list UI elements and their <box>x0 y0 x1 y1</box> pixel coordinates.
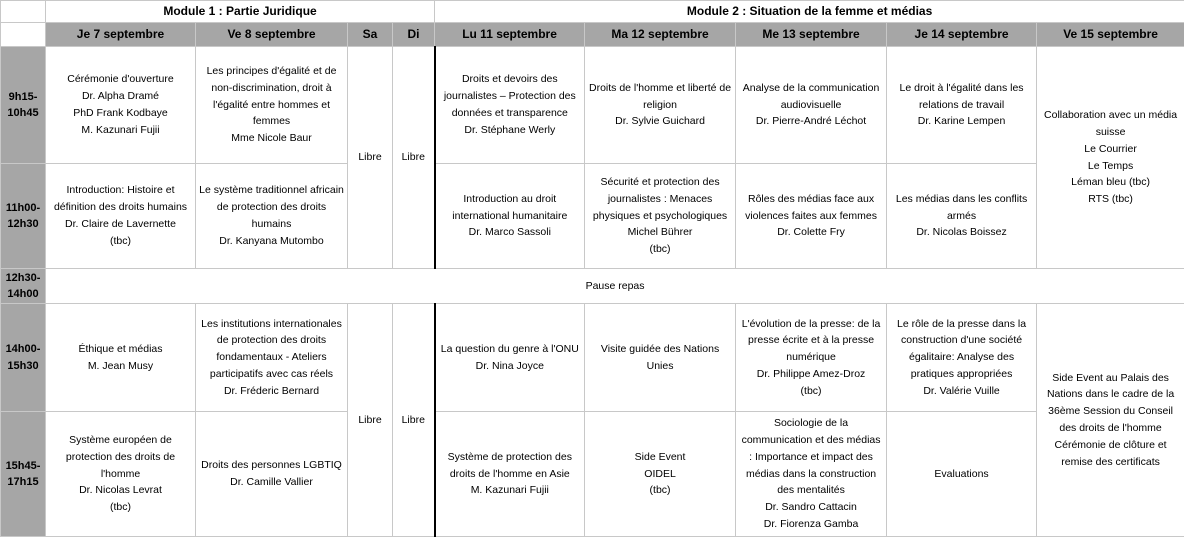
day-header-ma12: Ma 12 septembre <box>585 23 736 47</box>
session-cell: L'évolution de la presse: de la presse écrite et à la presse numérique Dr. Philippe Amez-Droz (tbc) <box>736 304 887 412</box>
day-header-di: Di <box>393 23 435 47</box>
weekend-cell: Libre <box>348 47 393 269</box>
time-slot-1: 9h15- 10h45 <box>1 47 46 164</box>
session-cell: Side Event OIDEL (tbc) <box>585 412 736 537</box>
session-cell: Sociologie de la communication et des médias : Importance et impact des médias dans la construction des mentalités Dr. Sandro Cattacin Dr. Fiorenza Gamba <box>736 412 887 537</box>
session-cell: Analyse de la communication audiovisuelle Dr. Pierre-André Léchot <box>736 47 887 164</box>
lunch-break-cell: Pause repas <box>46 269 1184 304</box>
day-header-ve8: Ve 8 septembre <box>196 23 348 47</box>
session-cell: Sécurité et protection des journalistes : Menaces physiques et psychologiques Michel Bührer (tbc) <box>585 164 736 269</box>
session-cell: Système européen de protection des droits de l'homme Dr. Nicolas Levrat (tbc) <box>46 412 196 537</box>
session-cell: Visite guidée des Nations Unies <box>585 304 736 412</box>
weekend-cell: Libre <box>348 304 393 537</box>
corner-blank <box>1 1 46 23</box>
session-cell: Droits de l'homme et liberté de religion Dr. Sylvie Guichard <box>585 47 736 164</box>
module-2-header: Module 2 : Situation de la femme et médias <box>435 1 1184 23</box>
session-cell: Les médias dans les conflits armés Dr. Nicolas Boissez <box>887 164 1037 269</box>
session-cell: Side Event au Palais des Nations dans le cadre de la 36ème Session du Conseil des droits de l'homme Cérémonie de clôture et remise des certificats <box>1037 304 1184 537</box>
session-cell: Cérémonie d'ouverture Dr. Alpha Dramé PhD Frank Kodbaye M. Kazunari Fujii <box>46 47 196 164</box>
session-cell: Éthique et médias M. Jean Musy <box>46 304 196 412</box>
session-cell: Collaboration avec un média suisse Le Courrier Le Temps Léman bleu (tbc) RTS (tbc) <box>1037 47 1184 269</box>
day-header-lu11: Lu 11 septembre <box>435 23 585 47</box>
session-cell: Introduction: Histoire et définition des droits humains Dr. Claire de Lavernette (tbc) <box>46 164 196 269</box>
session-cell: Introduction au droit international humanitaire Dr. Marco Sassoli <box>435 164 585 269</box>
day-header-me13: Me 13 septembre <box>736 23 887 47</box>
corner-blank-2 <box>1 23 46 47</box>
session-cell: Le rôle de la presse dans la construction d'une société égalitaire: Analyse des pratiques appropriées Dr. Valérie Vuille <box>887 304 1037 412</box>
day-header-je7: Je 7 septembre <box>46 23 196 47</box>
session-cell: Droits et devoirs des journalistes – Protection des données et transparence Dr. Stéphane Werly <box>435 47 585 164</box>
module-1-header: Module 1 : Partie Juridique <box>46 1 435 23</box>
session-cell: Droits des personnes LGBTIQ Dr. Camille Vallier <box>196 412 348 537</box>
weekend-cell: Libre <box>393 47 435 269</box>
session-cell: Les institutions internationales de protection des droits fondamentaux - Ateliers participatifs avec cas réels Dr. Fréderic Bernard <box>196 304 348 412</box>
session-cell: Rôles des médias face aux violences faites aux femmes Dr. Colette Fry <box>736 164 887 269</box>
day-header-je14: Je 14 septembre <box>887 23 1037 47</box>
time-slot-5: 15h45- 17h15 <box>1 412 46 537</box>
day-header-sa: Sa <box>348 23 393 47</box>
weekend-cell: Libre <box>393 304 435 537</box>
time-slot-4: 14h00- 15h30 <box>1 304 46 412</box>
time-slot-2: 11h00- 12h30 <box>1 164 46 269</box>
time-slot-lunch: 12h30- 14h00 <box>1 269 46 304</box>
session-cell: La question du genre à l'ONU Dr. Nina Joyce <box>435 304 585 412</box>
session-cell: Evaluations <box>887 412 1037 537</box>
session-cell: Les principes d'égalité et de non-discrimination, droit à l'égalité entre hommes et femmes Mme Nicole Baur <box>196 47 348 164</box>
day-header-ve15: Ve 15 septembre <box>1037 23 1184 47</box>
session-cell: Le système traditionnel africain de protection des droits humains Dr. Kanyana Mutombo <box>196 164 348 269</box>
session-cell: Le droit à l'égalité dans les relations de travail Dr. Karine Lempen <box>887 47 1037 164</box>
session-cell: Système de protection des droits de l'homme en Asie M. Kazunari Fujii <box>435 412 585 537</box>
